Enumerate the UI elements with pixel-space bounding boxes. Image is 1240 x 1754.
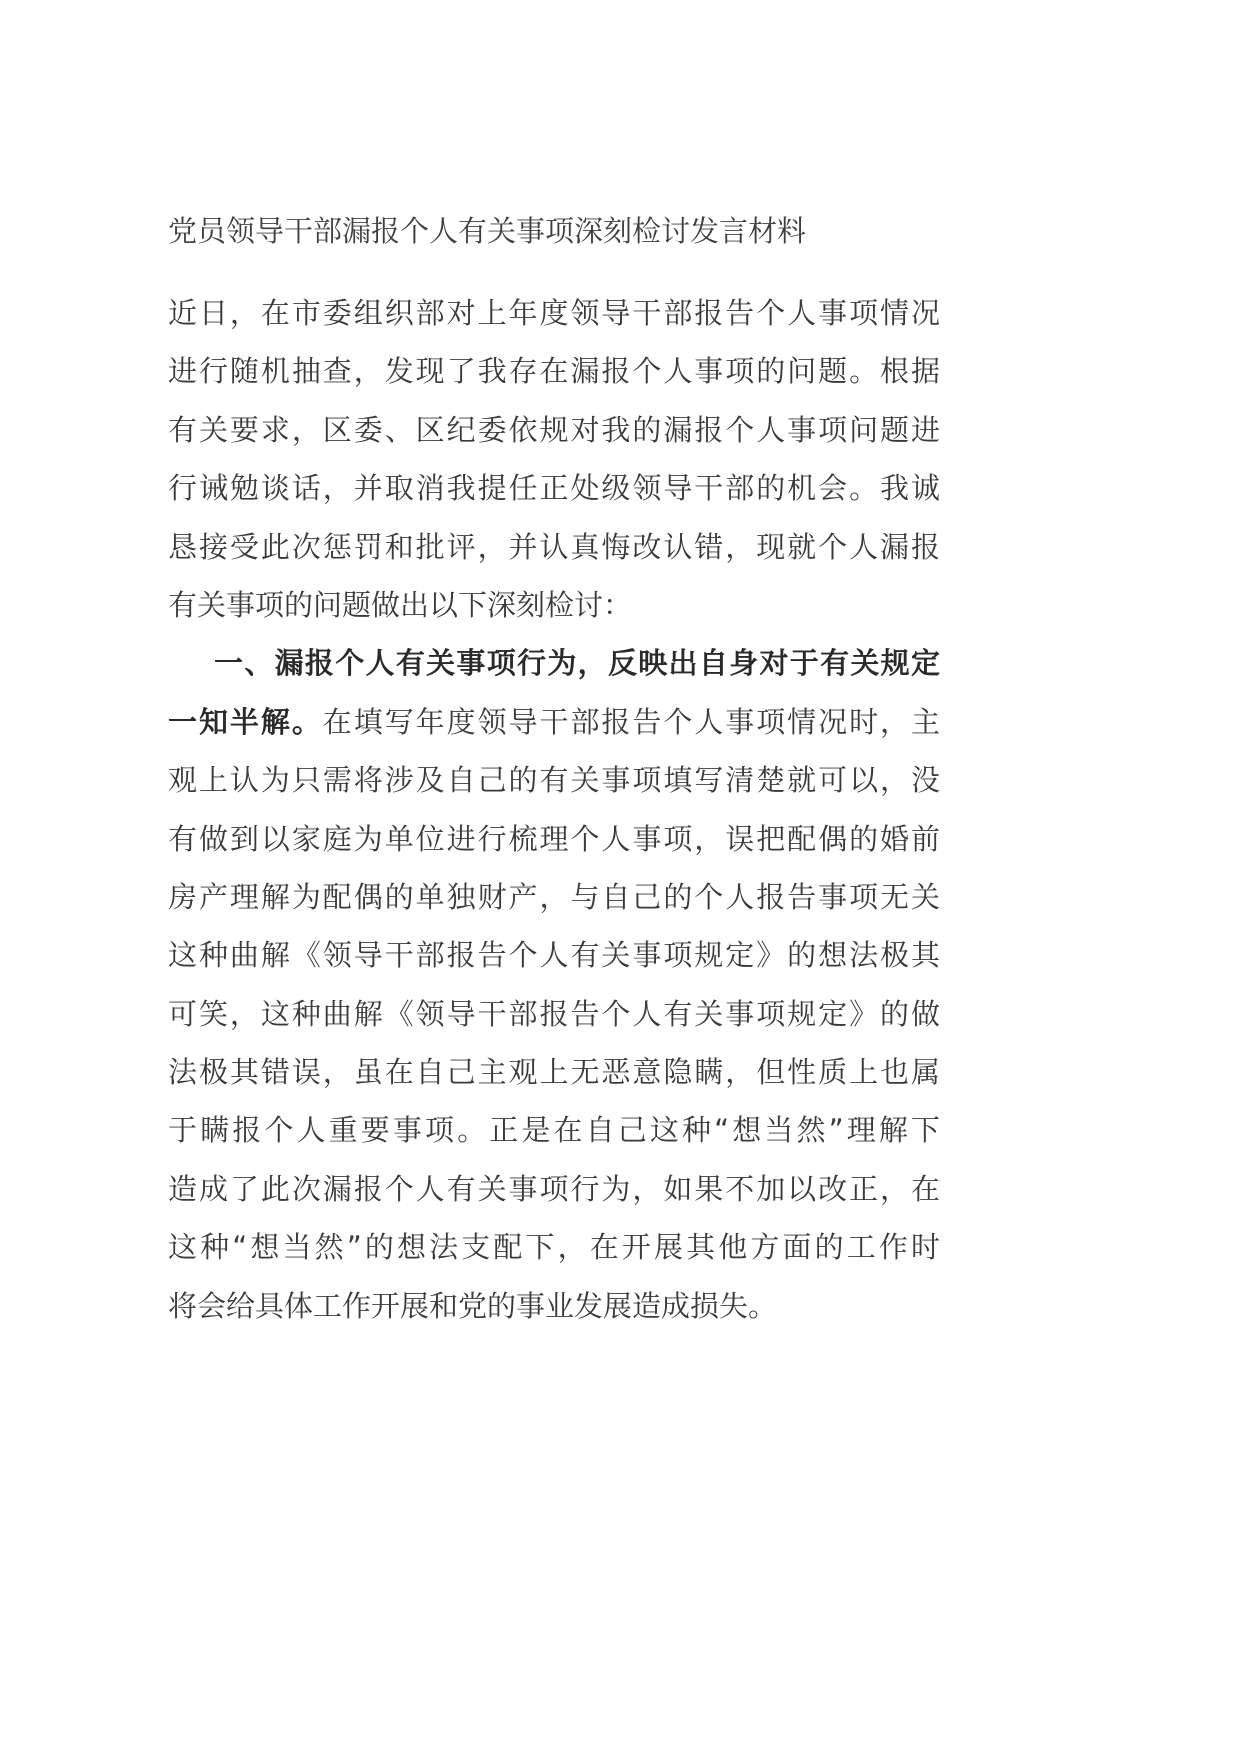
text-line [168, 868, 940, 926]
body-text: 造成了此次漏报个人有关事项行为，如果不加以改正，在 [168, 1171, 940, 1206]
body-text: 将会给具体工作开展和党的事业发展造成损失。 [168, 1288, 778, 1323]
text-line [168, 342, 940, 400]
body-text: 在填写年度领导干部报告个人事项情况时，主 [322, 704, 940, 739]
bold-heading-text: 一、漏报个人有关事项行为，反映出自身对于有关规定 [214, 646, 940, 681]
body-text: 进行随机抽查，发现了我存在漏报个人事项的问题。根据 [168, 354, 940, 389]
text-line [168, 693, 940, 751]
body-text: 有关要求，区委、区纪委依规对我的漏报个人事项问题进 [168, 412, 940, 447]
body-text: 有关事项的问题做出以下深刻检讨： [168, 587, 633, 622]
text-line [168, 1160, 940, 1218]
body-text: 恳接受此次惩罚和批评，并认真悔改认错，现就个人漏报 [168, 529, 940, 564]
bold-heading-text: 一知半解。 [168, 704, 323, 739]
text-line [168, 985, 940, 1043]
document-body [168, 284, 940, 1335]
body-text: 观上认为只需将涉及自己的有关事项填写清楚就可以，没 [168, 763, 940, 798]
body-text: 有做到以家庭为单位进行梳理个人事项，误把配偶的婚前 [168, 821, 940, 856]
text-line [168, 751, 940, 809]
text-line [168, 401, 940, 459]
body-text: 行诫勉谈话，并取消我提任正处级领导干部的机会。我诚 [168, 471, 940, 506]
text-line [168, 576, 940, 634]
text-line [168, 634, 940, 692]
text-line [168, 518, 940, 576]
body-text: 可笑，这种曲解《领导干部报告个人有关事项规定》的做 [168, 996, 940, 1031]
body-text: 房产理解为配偶的单独财产，与自己的个人报告事项无关 [168, 879, 940, 914]
text-line [168, 1277, 940, 1335]
body-text: 法极其错误，虽在自己主观上无恶意隐瞒，但性质上也属 [168, 1055, 940, 1090]
text-line [168, 810, 940, 868]
body-text: 于瞒报个人重要事项。正是在自己这种“想当然”理解下 [168, 1113, 940, 1148]
body-text: 近日，在市委组织部对上年度领导干部报告个人事项情况 [168, 296, 940, 330]
text-line [168, 1101, 940, 1159]
body-text: 这种曲解《领导干部报告个人有关事项规定》的想法极其 [168, 938, 940, 973]
document-title: 党员领导干部漏报个人有关事项深刻检讨发言材料 [168, 214, 807, 248]
text-line [168, 926, 940, 984]
text-line [168, 459, 940, 517]
text-line [168, 1218, 940, 1276]
text-line [168, 1043, 940, 1101]
body-text: 这种“想当然”的想法支配下，在开展其他方面的工作时 [168, 1230, 940, 1265]
text-line [168, 284, 940, 342]
